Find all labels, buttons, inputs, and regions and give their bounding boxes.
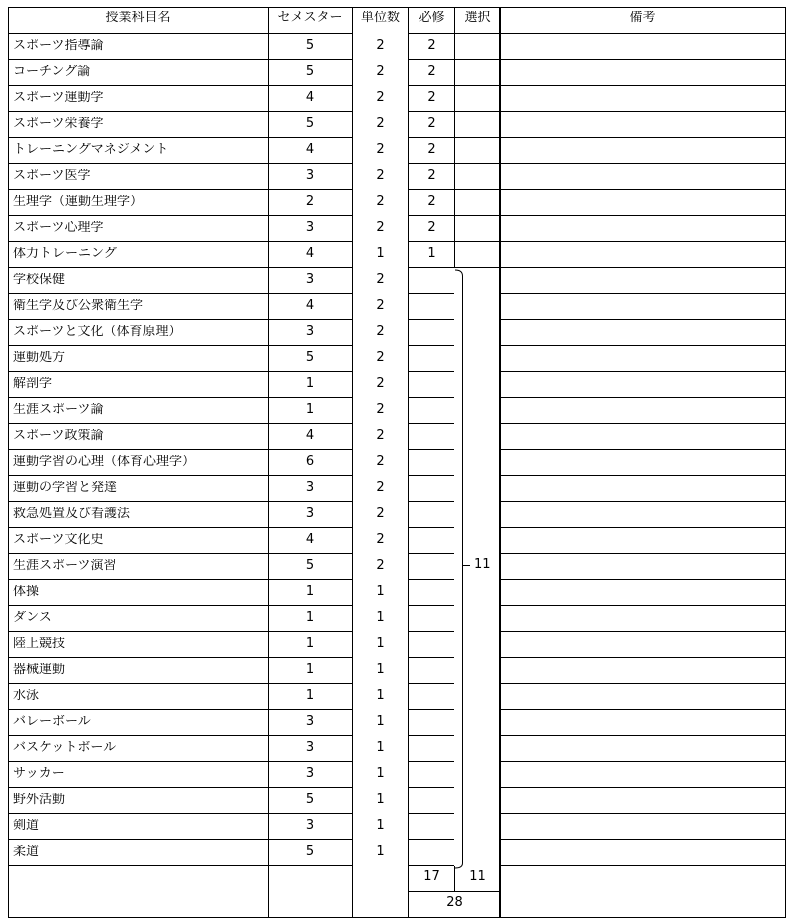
header-elective: 選択 bbox=[464, 11, 491, 25]
required-value: 2 bbox=[427, 221, 436, 235]
credits-value: 1 bbox=[376, 715, 385, 729]
semester-value: 6 bbox=[305, 455, 315, 469]
course-name: コーチング論 bbox=[13, 65, 91, 79]
credits-value: 2 bbox=[376, 143, 385, 157]
required-value: 2 bbox=[427, 143, 436, 157]
credits-value: 2 bbox=[376, 65, 385, 79]
required-value: 2 bbox=[427, 91, 436, 105]
credits-value: 2 bbox=[376, 507, 385, 521]
semester-value: 1 bbox=[305, 637, 315, 651]
semester-value: 3 bbox=[305, 273, 315, 287]
semester-value: 4 bbox=[305, 299, 315, 313]
course-name: スポーツ運動学 bbox=[13, 91, 104, 105]
course-name: 衛生学及び公衆衛生学 bbox=[13, 299, 144, 313]
elective-group-total: 11 bbox=[474, 557, 491, 572]
credits-value: 1 bbox=[376, 247, 385, 261]
semester-value: 5 bbox=[305, 117, 315, 131]
course-name: 体操 bbox=[13, 585, 40, 599]
required-value: 2 bbox=[427, 195, 436, 209]
semester-value: 2 bbox=[305, 195, 315, 209]
credits-value: 2 bbox=[376, 221, 385, 235]
total-required: 17 bbox=[423, 869, 440, 884]
semester-value: 5 bbox=[305, 793, 315, 807]
course-name: 器械運動 bbox=[13, 663, 66, 677]
credits-value: 1 bbox=[376, 585, 385, 599]
semester-value: 3 bbox=[305, 481, 315, 495]
semester-value: 4 bbox=[305, 143, 315, 157]
credits-value: 1 bbox=[376, 637, 385, 651]
course-name: 救急処置及び看護法 bbox=[13, 507, 131, 521]
credits-value: 2 bbox=[376, 429, 385, 443]
credits-value: 1 bbox=[376, 793, 385, 807]
header-semester: セメスター bbox=[277, 11, 343, 25]
course-name: バレーボール bbox=[13, 715, 91, 729]
credits-value: 2 bbox=[376, 91, 385, 105]
header-required: 必修 bbox=[418, 11, 445, 25]
semester-value: 4 bbox=[305, 91, 315, 105]
required-value: 2 bbox=[427, 39, 436, 53]
credits-value: 2 bbox=[376, 117, 385, 131]
credits-value: 1 bbox=[376, 819, 385, 833]
semester-value: 4 bbox=[305, 429, 315, 443]
credits-value: 1 bbox=[376, 663, 385, 677]
semester-value: 1 bbox=[305, 585, 315, 599]
credits-value: 1 bbox=[376, 767, 385, 781]
semester-value: 3 bbox=[305, 221, 315, 235]
course-name: 学校保健 bbox=[13, 273, 66, 287]
course-name: バスケットボール bbox=[13, 741, 117, 755]
semester-value: 3 bbox=[305, 325, 315, 339]
total-grand: 28 bbox=[446, 895, 463, 910]
credits-value: 2 bbox=[376, 403, 385, 417]
credits-value: 2 bbox=[376, 533, 385, 547]
header-course-name: 授業科目名 bbox=[105, 11, 171, 25]
credits-value: 2 bbox=[376, 273, 385, 287]
credits-value: 2 bbox=[376, 481, 385, 495]
credits-value: 1 bbox=[376, 741, 385, 755]
course-name: トレーニングマネジメント bbox=[13, 143, 169, 157]
credits-value: 2 bbox=[376, 299, 385, 313]
course-name: 陸上競技 bbox=[13, 637, 66, 651]
course-name: 解剖学 bbox=[13, 377, 53, 391]
course-name: 水泳 bbox=[13, 689, 40, 703]
required-value: 2 bbox=[427, 117, 436, 131]
course-name: 剣道 bbox=[13, 819, 40, 833]
course-name: スポーツ指導論 bbox=[13, 39, 104, 53]
course-name: 運動処方 bbox=[13, 351, 66, 365]
elective-bracket bbox=[455, 270, 463, 868]
semester-value: 4 bbox=[305, 247, 315, 261]
header-credits: 単位数 bbox=[360, 11, 400, 25]
semester-value: 1 bbox=[305, 689, 315, 703]
course-name: 柔道 bbox=[13, 845, 40, 859]
course-name: 生涯スポーツ論 bbox=[13, 403, 104, 417]
semester-value: 4 bbox=[305, 533, 315, 547]
semester-value: 1 bbox=[305, 663, 315, 677]
credits-value: 2 bbox=[376, 195, 385, 209]
course-name: 生理学（運動生理学） bbox=[13, 195, 144, 209]
semester-value: 5 bbox=[305, 845, 315, 859]
semester-value: 3 bbox=[305, 715, 315, 729]
credits-value: 1 bbox=[376, 845, 385, 859]
semester-value: 3 bbox=[305, 767, 315, 781]
course-name: 体力トレーニング bbox=[13, 247, 117, 261]
credits-value: 2 bbox=[376, 455, 385, 469]
course-name: ダンス bbox=[13, 611, 52, 625]
course-name: 運動学習の心理（体育心理学） bbox=[13, 455, 196, 469]
course-name: スポーツ文化史 bbox=[13, 533, 104, 547]
credits-value: 1 bbox=[376, 611, 385, 625]
credits-value: 2 bbox=[376, 169, 385, 183]
credits-value: 2 bbox=[376, 351, 385, 365]
required-value: 2 bbox=[427, 65, 436, 79]
credits-value: 2 bbox=[376, 39, 385, 53]
course-name: 運動の学習と発達 bbox=[13, 481, 118, 495]
course-name: スポーツ栄養学 bbox=[13, 117, 104, 131]
semester-value: 1 bbox=[305, 377, 315, 391]
total-elective: 11 bbox=[469, 869, 486, 884]
credits-value: 2 bbox=[376, 377, 385, 391]
course-name: 野外活動 bbox=[13, 793, 66, 807]
required-value: 2 bbox=[427, 169, 436, 183]
credits-value: 2 bbox=[376, 325, 385, 339]
course-name: スポーツと文化（体育原理） bbox=[13, 325, 182, 339]
semester-value: 3 bbox=[305, 169, 315, 183]
course-name: スポーツ医学 bbox=[13, 169, 91, 183]
semester-value: 3 bbox=[305, 507, 315, 521]
course-name: サッカー bbox=[13, 767, 65, 781]
header-notes: 備考 bbox=[629, 11, 656, 25]
semester-value: 5 bbox=[305, 39, 315, 53]
semester-value: 5 bbox=[305, 65, 315, 79]
semester-value: 3 bbox=[305, 741, 315, 755]
credits-value: 2 bbox=[376, 559, 385, 573]
semester-value: 1 bbox=[305, 403, 315, 417]
required-value: 1 bbox=[427, 247, 436, 261]
course-name: 生涯スポーツ演習 bbox=[13, 559, 117, 573]
semester-value: 1 bbox=[305, 611, 315, 625]
semester-value: 5 bbox=[305, 351, 315, 365]
course-name: スポーツ心理学 bbox=[13, 221, 104, 235]
credits-value: 1 bbox=[376, 689, 385, 703]
course-name: スポーツ政策論 bbox=[13, 429, 104, 443]
semester-value: 5 bbox=[305, 559, 315, 573]
semester-value: 3 bbox=[305, 819, 315, 833]
